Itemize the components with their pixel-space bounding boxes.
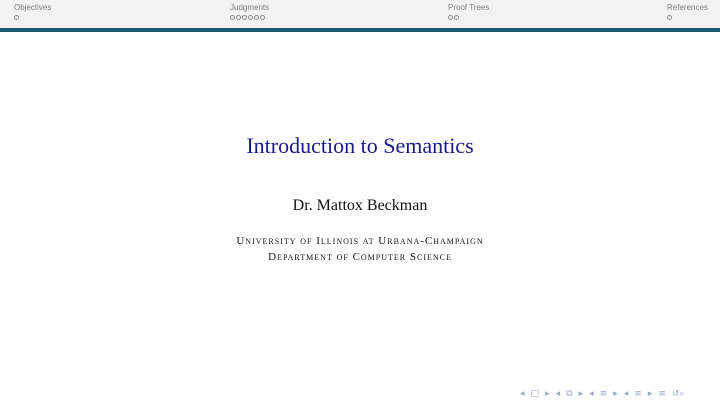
slide-dot-icon[interactable]: [242, 15, 247, 20]
nav-section-dots: [667, 15, 708, 20]
nav-search-icon[interactable]: ↺⌕: [671, 389, 685, 399]
slide-dot-icon[interactable]: [448, 15, 453, 20]
header-rule: [0, 28, 720, 32]
nav-left-arrow-icon[interactable]: ◂: [555, 389, 561, 399]
nav-section-dots: [230, 15, 269, 20]
slide-title: Introduction to Semantics: [246, 133, 474, 158]
nav-left-arrow-icon[interactable]: ◂: [623, 389, 629, 399]
nav-section-proof-trees[interactable]: [448, 3, 489, 20]
nav-appendix-icon[interactable]: ≡: [658, 389, 666, 399]
nav-subsection-icon[interactable]: ⧉: [566, 389, 573, 399]
nav-right-arrow-icon[interactable]: ▸: [545, 389, 550, 399]
section-navigation-bar: [0, 0, 720, 28]
slide-dot-icon[interactable]: [14, 15, 19, 20]
nav-section-label: References: [667, 3, 708, 12]
nav-frame-icon[interactable]: □: [530, 389, 540, 399]
nav-section-dots: [14, 15, 51, 20]
slide-dot-icon[interactable]: [454, 15, 459, 20]
slide-dot-icon[interactable]: [248, 15, 253, 20]
slide-dot-icon[interactable]: [260, 15, 265, 20]
nav-right-arrow-icon[interactable]: ▸: [647, 389, 653, 399]
slide-dot-icon[interactable]: [667, 15, 672, 20]
nav-section-label: Judgments: [230, 3, 270, 12]
nav-section-label: Proof Trees: [448, 3, 490, 12]
beamer-navigation-controls: [520, 389, 684, 399]
nav-right-arrow-icon[interactable]: ▸: [578, 389, 584, 399]
nav-left-arrow-icon[interactable]: ◂: [589, 389, 594, 399]
slide-dot-icon[interactable]: [230, 15, 235, 20]
nav-left-arrow-icon[interactable]: ◂: [520, 389, 525, 399]
nav-section-label: Objectives: [14, 3, 52, 12]
slide-dot-icon[interactable]: [254, 15, 259, 20]
slide-author: Dr. Mattox Beckman: [292, 197, 428, 214]
nav-section-references[interactable]: [667, 3, 708, 20]
nav-right-arrow-icon[interactable]: ▸: [613, 389, 618, 399]
nav-doc-icon[interactable]: ≡: [634, 389, 642, 399]
institution-name: University of Illinois at Urbana-Champaign: [236, 235, 484, 247]
department-name: Department of Computer Science: [268, 251, 452, 263]
nav-section-judgments[interactable]: [230, 3, 269, 20]
slide-dot-icon[interactable]: [236, 15, 241, 20]
nav-section-icon[interactable]: ≡: [599, 389, 608, 399]
nav-section-dots: [448, 15, 489, 20]
nav-section-objectives[interactable]: [14, 3, 51, 20]
